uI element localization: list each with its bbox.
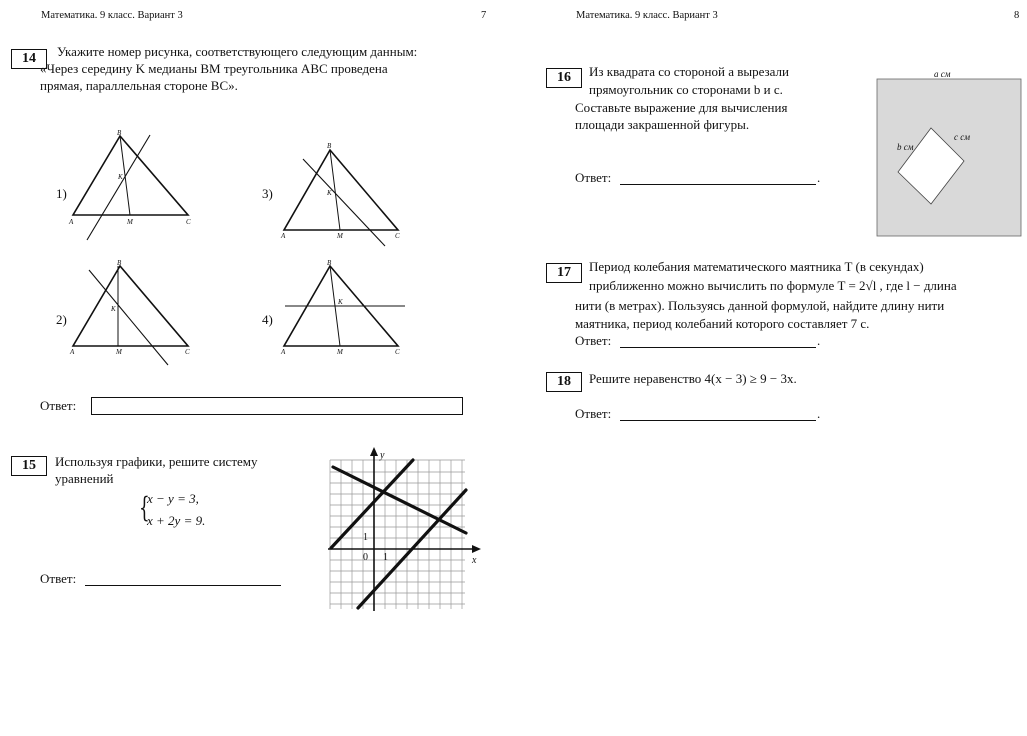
vertex-k: K xyxy=(111,305,116,313)
right-page-header: Математика. 9 класс. Вариант 3 xyxy=(576,10,718,21)
task-17-answer-line[interactable] xyxy=(620,333,816,348)
task-18-answer-label: Ответ: xyxy=(575,406,612,421)
task-16-answer-suffix: . xyxy=(817,170,821,185)
left-page-number: 7 xyxy=(481,10,487,21)
task-17-line-3: нити (в метрах). Пользуясь данной формулой, найдите длину нити xyxy=(575,298,945,313)
vertex-c: C xyxy=(186,218,191,226)
task-16-line-4: площади закрашенной фигуры. xyxy=(575,117,750,132)
right-page-number: 8 xyxy=(1014,10,1020,21)
task-18-answer-suffix: . xyxy=(817,406,821,421)
task-17-number: 17 xyxy=(546,263,582,283)
rect-side-b-label: b см xyxy=(897,142,914,152)
triangle-figure-3[interactable] xyxy=(275,140,410,250)
vertex-a: A xyxy=(69,218,74,226)
task-18-answer-line[interactable] xyxy=(620,406,816,421)
task-17-line-2: приближенно можно вычислить по формуле T = 2√l , где l − длина xyxy=(589,278,957,293)
system-eq-2: x + 2y = 9. xyxy=(147,513,206,528)
task-14-number: 14 xyxy=(11,49,47,69)
triangle-figure-2[interactable] xyxy=(65,258,205,368)
vertex-b: B xyxy=(117,129,122,137)
task-18-number: 18 xyxy=(546,372,582,392)
vertex-m: M xyxy=(337,232,343,240)
graph-unit-x: 1 xyxy=(383,552,388,563)
task-14-line-3: прямая, параллельная стороне BC». xyxy=(40,78,238,93)
task-14-answer-box[interactable] xyxy=(91,397,463,415)
vertex-m: M xyxy=(116,348,122,356)
task-17-line-1: Период колебания математического маятника T (в секундах) xyxy=(589,259,924,274)
task-16-line-1: Из квадрата со стороной a вырезали xyxy=(589,64,789,79)
rect-side-c-label: c см xyxy=(954,132,970,142)
square-side-a-label: a см xyxy=(934,69,951,79)
task-15-line-2: уравнений xyxy=(55,471,114,486)
square-figure xyxy=(876,66,1024,238)
vertex-a: A xyxy=(70,348,75,356)
task-16-number: 16 xyxy=(546,68,582,88)
task-16-line-3: Составьте выражение для вычисления xyxy=(575,100,788,115)
vertex-k: K xyxy=(327,189,332,197)
triangle-figure-4[interactable] xyxy=(275,258,410,368)
task-15-answer-label: Ответ: xyxy=(40,571,77,586)
task-17-line-4: маятника, период колебаний которого составляет 7 с. xyxy=(575,316,870,331)
figure-1-label: 1) xyxy=(56,186,67,201)
graph-origin-label: 0 xyxy=(363,552,368,563)
system-brace: { xyxy=(139,491,150,524)
vertex-c: C xyxy=(395,232,400,240)
vertex-a: A xyxy=(281,232,286,240)
figure-4-label: 4) xyxy=(262,312,273,327)
vertex-b: B xyxy=(117,259,122,267)
vertex-c: C xyxy=(185,348,190,356)
task-16-answer-line[interactable] xyxy=(620,170,816,185)
vertex-m: M xyxy=(127,218,133,226)
system-graph xyxy=(325,445,485,613)
graph-y-label: y xyxy=(380,450,385,461)
figure-3-label: 3) xyxy=(262,186,273,201)
task-14-text xyxy=(55,43,487,60)
vertex-a: A xyxy=(281,348,286,356)
task-17-answer-suffix: . xyxy=(817,333,821,348)
vertex-k: K xyxy=(118,173,123,181)
task-15-number: 15 xyxy=(11,456,47,476)
task-14-answer-label: Ответ: xyxy=(40,398,77,413)
figure-2-label: 2) xyxy=(56,312,67,327)
left-page-header: Математика. 9 класс. Вариант 3 xyxy=(41,10,183,21)
system-eq-1: x − y = 3, xyxy=(147,491,199,506)
vertex-b: B xyxy=(327,259,332,267)
task-18-text: Решите неравенство 4(x − 3) ≥ 9 − 3x. xyxy=(589,371,797,386)
graph-x-label: x xyxy=(472,555,477,566)
task-14-line-1: Укажите номер рисунка, соответствующего следующим данным: xyxy=(57,44,418,59)
vertex-m: M xyxy=(337,348,343,356)
task-15-answer-line[interactable] xyxy=(85,571,281,586)
graph-unit-y: 1 xyxy=(363,532,368,543)
task-15-line-1: Используя графики, решите систему xyxy=(55,454,258,469)
task-16-answer-label: Ответ: xyxy=(575,170,612,185)
vertex-k: K xyxy=(338,298,343,306)
task-14-line-2: «Через середину K медианы BM треугольника ABC проведена xyxy=(40,61,388,76)
triangle-figure-1[interactable] xyxy=(65,128,205,243)
task-17-answer-label: Ответ: xyxy=(575,333,612,348)
vertex-c: C xyxy=(395,348,400,356)
vertex-b: B xyxy=(327,142,332,150)
task-16-line-2: прямоугольник со сторонами b и c. xyxy=(589,82,783,97)
